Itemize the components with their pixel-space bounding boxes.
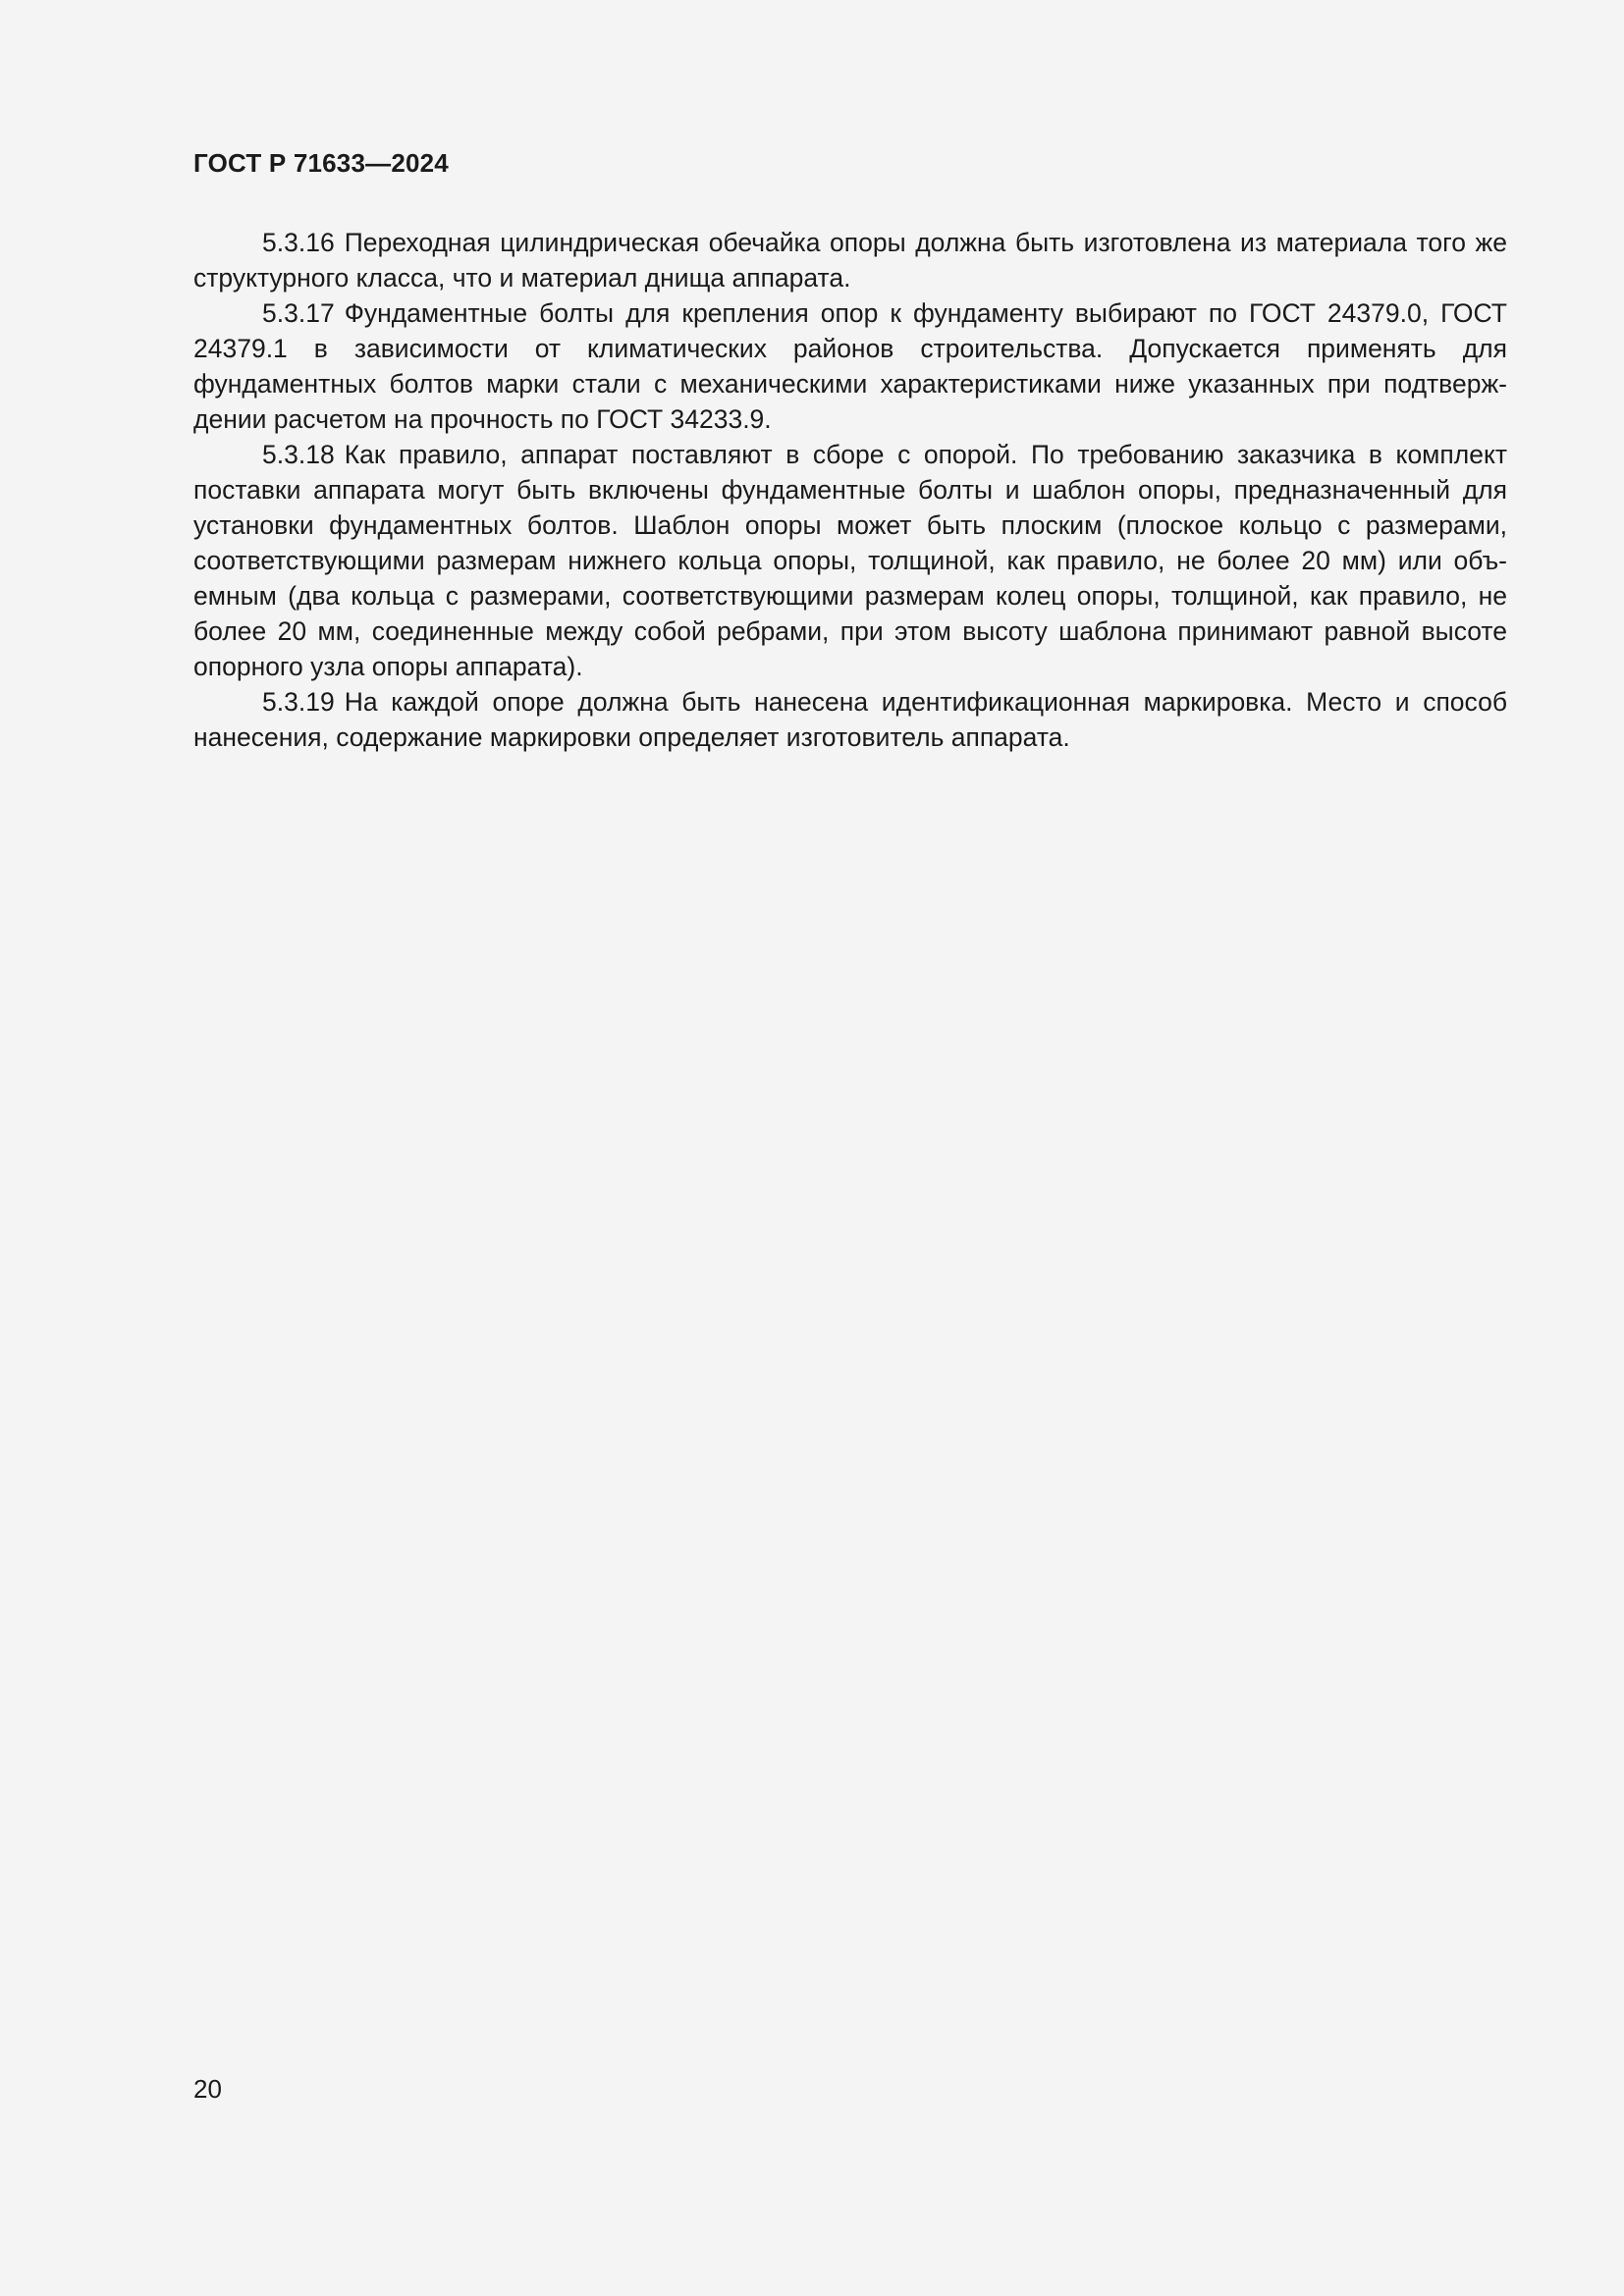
paragraph-5-3-18	[193, 437, 1507, 684]
document-header: ГОСТ Р 71633—2024	[193, 148, 449, 178]
paragraph-number: 5.3.17	[262, 298, 335, 328]
paragraph-5-3-19	[193, 684, 1507, 755]
paragraph-number: 5.3.18	[262, 440, 335, 469]
paragraph-text: Фундаментные болты для крепления опор к фундаменту выбирают по ГОСТ 24379.0, ГОСТ 24379.1 в зависимости от климатических районов строительства. Допускается применять для фундаментных болтов марки стали с механическими характеристиками ниже указанных при подтверждении расчетом на прочность по ГОСТ 34233.9.	[193, 298, 1507, 434]
paragraph-text: На каждой опоре должна быть нанесена идентификационная маркировка. Место и способ нанесения, содержание маркировки определяет изготовитель аппарата.	[193, 687, 1507, 752]
paragraph-number: 5.3.16	[262, 228, 335, 257]
paragraph-number: 5.3.19	[262, 687, 335, 717]
paragraph-5-3-17	[193, 295, 1507, 437]
page-number: 20	[193, 2074, 222, 2104]
paragraph-text: Переходная цилиндрическая обечайка опоры должна быть изготовлена из материала того же структурного класса, что и материал днища аппарата.	[193, 228, 1507, 293]
document-body	[193, 225, 1507, 755]
paragraph-text: Как правило, аппарат поставляют в сборе с опорой. По требованию заказчика в комплект поставки аппарата могут быть включены фундаментные болты и шаблон опоры, предназначенный для установки фундаментных болтов. Шаблон опоры может быть плоским (плоское кольцо с размерами, соответствующими размерам нижнего кольца опоры, толщиной, как правило, не более 20 мм) или объемным (два кольца с размерами, соответствующими размерам колец опоры, толщиной, как правило, не более 20 мм, соединенные между собой ребрами, при этом высоту шаблона принимают равной высоте опорного узла опоры аппарата).	[193, 440, 1507, 681]
paragraph-5-3-16	[193, 225, 1507, 295]
